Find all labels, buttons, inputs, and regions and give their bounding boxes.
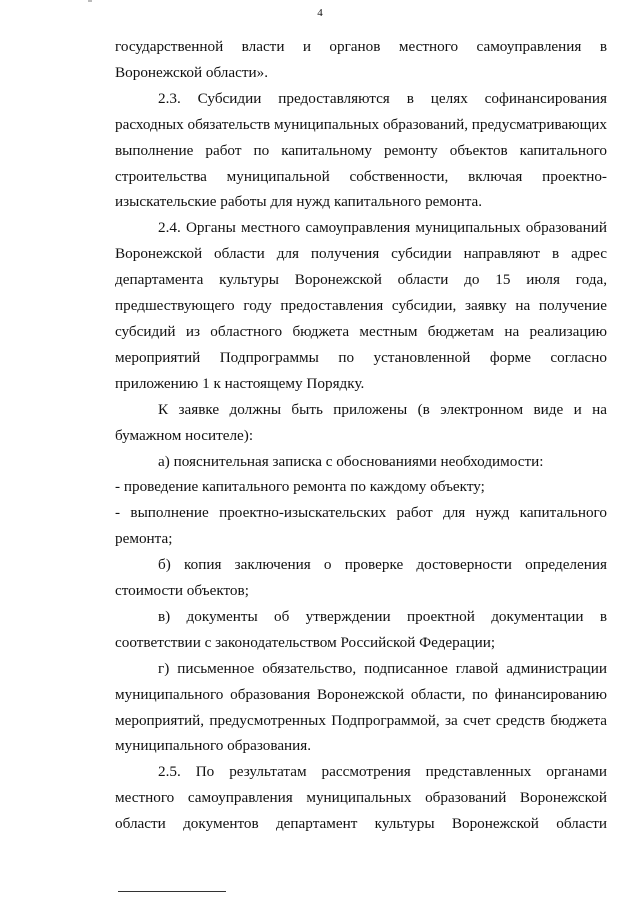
paragraph-2-3: 2.3. Субсидии предоставляются в целях софинансирования расходных обязательств муниципальных образований, предусматривающих выполнение работ по капитальному ремонту объектов капитального строительства муниципальной собственности, включая проектно-изыскательские работы для нужд капитального ремонта. [115, 89, 607, 211]
footer-rule [118, 891, 226, 892]
list-item-v: в) документы об утверждении проектной документации в соответствии с законодательством Российской Федерации; [115, 607, 607, 651]
paragraph-continuation: государственной власти и органов местного самоуправления в Воронежской области». [115, 38, 607, 81]
scan-speck [88, 0, 92, 2]
list-subitem-survey: - выполнение проектно-изыскательских работ для нужд капитального ремонта; [115, 504, 607, 548]
list-item-g: г) письменное обязательство, подписанное главой администрации муниципального образования Воронежской области, по финансированию мероприятий, предусмотренных Подпрограммой, за счет средств бюджета муниципального образования. [115, 659, 607, 755]
paragraph-attachments-intro: К заявке должны быть приложены (в электронном виде и на бумажном носителе): [115, 400, 607, 444]
document-body [115, 34, 607, 837]
paragraph-2-4: 2.4. Органы местного самоуправления муниципальных образований Воронежской области для получения субсидии направляют в адрес департамента культуры Воронежской области до 15 июля года, предшествующего году предоставления субсидии, заявку на получение субсидий из областного бюджета местным бюджетам на реализацию мероприятий Подпрограммы по установленной форме согласно приложению 1 к настоящему Порядку. [115, 219, 607, 392]
list-subitem-repair: - проведение капитального ремонта по каждому объекту; [115, 478, 485, 496]
list-item-b: б) копия заключения о проверке достоверности определения стоимости объектов; [115, 556, 607, 600]
list-item-a: а) пояснительная записка с обоснованиями необходимости: [158, 452, 544, 470]
paragraph-2-5: 2.5. По результатам рассмотрения представленных органами местного самоуправления муниципальных образований Воронежской области документов департамент культуры Воронежской области [115, 763, 607, 833]
page-number: 4 [317, 7, 323, 19]
